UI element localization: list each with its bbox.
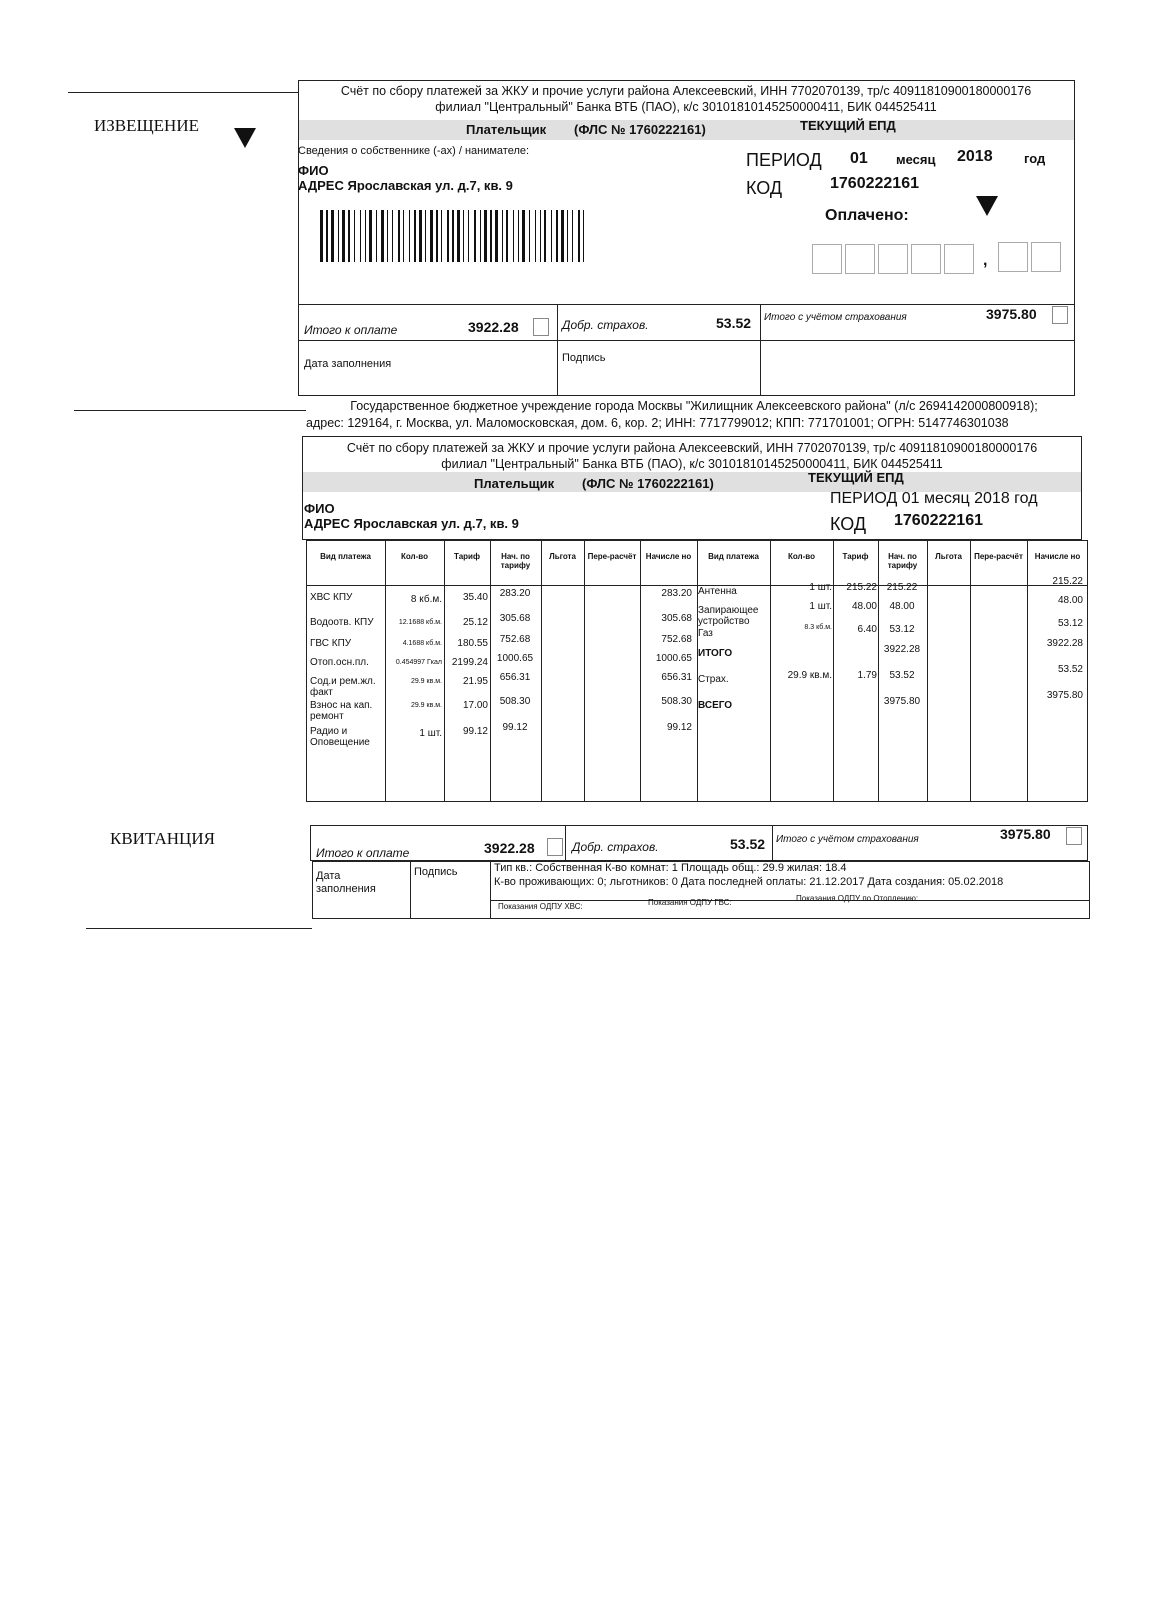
table-cell: 48.00 bbox=[889, 601, 915, 612]
code-value: 1760222161 bbox=[830, 175, 919, 192]
barcode-bar bbox=[544, 210, 546, 262]
receipt-label: КВИТАНЦИЯ bbox=[110, 829, 215, 848]
table-column-divider bbox=[640, 540, 641, 802]
table-cell: 48.00 bbox=[1057, 595, 1083, 606]
paid-digit-box[interactable] bbox=[878, 244, 908, 274]
table-cell: 17.00 bbox=[462, 700, 488, 711]
barcode-bar bbox=[326, 210, 328, 262]
with-insurance-value: 3975.80 bbox=[1000, 826, 1051, 842]
account-line1: Счёт по сбору платежей за ЖКУ и прочие услуги района Алексеевский, ИНН 7702070139, тр/с 40911810900180000176 bbox=[340, 84, 1032, 98]
barcode-bar bbox=[583, 210, 584, 262]
table-header: Вид платежа bbox=[708, 552, 759, 561]
paid-digit-box[interactable] bbox=[911, 244, 941, 274]
table-cell: 53.52 bbox=[889, 670, 915, 681]
fill-date-label: Дата заполнения bbox=[304, 358, 392, 370]
table-cell: 508.30 bbox=[499, 696, 531, 707]
barcode-bar bbox=[522, 210, 525, 262]
table-cell: 29.9 кв.м. bbox=[410, 678, 442, 685]
period-line bbox=[830, 490, 1038, 508]
barcode-bar bbox=[320, 210, 323, 262]
table-column-divider bbox=[970, 540, 971, 802]
barcode-bar bbox=[468, 210, 469, 262]
org-line1: Государственное бюджетное учреждение города Москвы "Жилищник Алексеевского района" (л/с 2694142000800918); bbox=[350, 399, 1038, 413]
barcode-bar bbox=[463, 210, 464, 262]
table-row-name: Газ bbox=[698, 628, 713, 639]
barcode-bar bbox=[430, 210, 433, 262]
table-column-divider bbox=[444, 540, 445, 802]
checkbox[interactable] bbox=[1066, 827, 1082, 845]
barcode-bar bbox=[452, 210, 454, 262]
table-cell: 12.1688 кб.м. bbox=[398, 619, 442, 626]
barcode-bar bbox=[551, 210, 552, 262]
period-year-label: год bbox=[1024, 151, 1046, 166]
paid-digit-box[interactable] bbox=[944, 244, 974, 274]
barcode-bar bbox=[535, 210, 536, 262]
table-row-name: ВСЕГО bbox=[698, 700, 733, 711]
paid-digit-box[interactable] bbox=[845, 244, 875, 274]
info-line1: Тип кв.: Собственная К-во комнат: 1 Площадь общ.: 29.9 жилая: 18.4 bbox=[494, 862, 847, 874]
barcode-bar bbox=[354, 210, 355, 262]
account-details-2 bbox=[304, 440, 1080, 472]
barcode-bar bbox=[441, 210, 442, 262]
barcode-bar bbox=[484, 210, 487, 262]
table-cell: 53.52 bbox=[1057, 664, 1083, 675]
table-cell: 53.12 bbox=[1057, 618, 1083, 629]
apartment-info bbox=[494, 861, 1003, 889]
account-details bbox=[300, 83, 1072, 115]
barcode-bar bbox=[360, 210, 361, 262]
totals-row bbox=[310, 825, 1088, 861]
table-cell: 1000.65 bbox=[496, 653, 534, 664]
barcode-bar bbox=[495, 210, 498, 262]
table-row-name: Запирающее устройство bbox=[698, 605, 759, 627]
table-row-name: Отоп.осн.пл. bbox=[310, 657, 369, 668]
barcode-bar bbox=[513, 210, 514, 262]
paid-label: Оплачено: bbox=[825, 207, 909, 224]
table-cell: 29.9 кв.м. bbox=[787, 670, 832, 681]
table-column-divider bbox=[385, 540, 386, 802]
odpu-heat: Показания ОДПУ по Отоплению: bbox=[796, 894, 919, 903]
with-insurance-label: Итого с учётом страхования bbox=[764, 312, 907, 323]
table-header: Кол-во bbox=[400, 552, 428, 561]
table-column-divider bbox=[541, 540, 542, 802]
table-cell: 3975.80 bbox=[1046, 690, 1083, 701]
table-cell: 305.68 bbox=[661, 613, 692, 624]
barcode-bar bbox=[506, 210, 508, 262]
with-insurance-label: Итого с учётом страхования bbox=[776, 834, 919, 845]
info-line2: К-во проживающих: 0; льготников: 0 Дата последней оплаты: 21.12.2017 Дата создания: 05.02.2018 bbox=[494, 876, 1004, 888]
barcode-bar bbox=[540, 210, 541, 262]
triangle-down-icon bbox=[234, 128, 256, 148]
code-label: КОД bbox=[746, 178, 783, 198]
barcode-bar bbox=[381, 210, 384, 262]
address: АДРЕС Ярославская ул. д.7, кв. 9 bbox=[304, 516, 519, 531]
barcode bbox=[320, 210, 752, 262]
table-cell: 2199.24 bbox=[451, 657, 488, 668]
barcode-bar bbox=[436, 210, 438, 262]
paid-digit-box[interactable] bbox=[998, 242, 1028, 272]
insurance-label: Добр. страхов. bbox=[572, 840, 659, 854]
table-header: Тариф bbox=[842, 552, 869, 561]
account-line2: филиал "Центральный" Банка ВТБ (ПАО), к/с 30101810145250000411, БИК 044525411 bbox=[435, 100, 937, 114]
table-cell: 283.20 bbox=[499, 588, 531, 599]
barcode-bar bbox=[365, 210, 366, 262]
barcode-bar bbox=[342, 210, 345, 262]
fill-date-label bbox=[316, 870, 376, 896]
checkbox[interactable] bbox=[1052, 306, 1068, 324]
table-column-divider bbox=[697, 540, 698, 802]
table-row-name: Радио и Оповещение bbox=[310, 726, 370, 748]
table-header: Льгота bbox=[549, 552, 576, 561]
barcode-bar bbox=[403, 210, 404, 262]
barcode-bar bbox=[419, 210, 422, 262]
barcode-bar bbox=[425, 210, 426, 262]
barcode-bar bbox=[490, 210, 492, 262]
fio-label: ФИО bbox=[304, 501, 335, 516]
insurance-value: 53.52 bbox=[730, 836, 766, 852]
table-cell: 180.55 bbox=[457, 638, 488, 649]
notice-label: ИЗВЕЩЕНИЕ bbox=[94, 116, 199, 135]
table-cell: 99.12 bbox=[666, 722, 692, 733]
fls-number: (ФЛС № 1760222161) bbox=[582, 476, 714, 491]
table-header: Льгота bbox=[935, 552, 962, 561]
table-row-name: ГВС КПУ bbox=[310, 638, 352, 649]
epd-label: ТЕКУЩИЙ ЕПД bbox=[800, 118, 896, 133]
barcode-bar bbox=[331, 210, 334, 262]
table-row-name: Антенна bbox=[698, 586, 737, 597]
table-cell: 6.40 bbox=[857, 624, 877, 635]
table-header: Нач. по тарифу bbox=[887, 552, 918, 570]
table-column-divider bbox=[584, 540, 585, 802]
triangle-down-icon bbox=[976, 196, 998, 216]
barcode-bar bbox=[414, 210, 416, 262]
account-line2: филиал "Центральный" Банка ВТБ (ПАО), к/с 30101810145250000411, БИК 044525411 bbox=[441, 457, 943, 471]
table-cell: 29.9 кв.м. bbox=[410, 702, 442, 709]
fill-date-line2: заполнения bbox=[316, 883, 376, 895]
period-month-label: месяц bbox=[896, 152, 936, 167]
table-header: Пере-расчёт bbox=[974, 552, 1023, 561]
table-cell: 215.22 bbox=[886, 582, 918, 593]
table-cell: 99.12 bbox=[462, 726, 488, 737]
code-value: 1760222161 bbox=[894, 512, 983, 529]
table-cell: 1.79 bbox=[857, 670, 877, 681]
table-row-name: Водоотв. КПУ bbox=[310, 617, 374, 628]
barcode-bar bbox=[518, 210, 519, 262]
table-cell: 8 кб.м. bbox=[410, 594, 442, 605]
barcode-bar bbox=[409, 210, 410, 262]
period-year: 2018 bbox=[957, 148, 993, 165]
barcode-bar bbox=[338, 210, 339, 262]
barcode-bar bbox=[392, 210, 393, 262]
table-cell: 3922.28 bbox=[883, 644, 921, 655]
table-cell: 215.22 bbox=[1052, 576, 1083, 587]
total-due-label: Итого к оплате bbox=[316, 846, 410, 860]
table-cell: 508.30 bbox=[661, 696, 692, 707]
total-due-label: Итого к оплате bbox=[304, 323, 398, 337]
barcode-bar bbox=[387, 210, 388, 262]
table-header: Тариф bbox=[454, 552, 480, 561]
table-row-name: ХВС КПУ bbox=[310, 592, 353, 603]
table-cell: 3922.28 bbox=[1046, 638, 1083, 649]
table-header: Кол-во bbox=[787, 552, 815, 561]
table-cell: 53.12 bbox=[889, 624, 915, 635]
table-header: Пере-расчёт bbox=[587, 552, 637, 561]
barcode-bar bbox=[398, 210, 400, 262]
barcode-bar bbox=[529, 210, 530, 262]
table-cell: 1 шт. bbox=[419, 728, 442, 739]
with-insurance-value: 3975.80 bbox=[986, 306, 1037, 322]
odpu-cold: Показания ОДПУ ХВС: bbox=[498, 902, 583, 911]
total-due-value: 3922.28 bbox=[468, 319, 519, 335]
organization-details bbox=[306, 398, 1082, 432]
table-cell: 21.95 bbox=[462, 676, 488, 687]
barcode-bar bbox=[348, 210, 350, 262]
fls-number: (ФЛС № 1760222161) bbox=[574, 122, 706, 137]
insurance-label: Добр. страхов. bbox=[562, 318, 649, 332]
org-line2: адрес: 129164, г. Москва, ул. Маломосковская, дом. 6, кор. 2; ИНН: 7717799012; КПП: 771701001; ОГРН: 5147746301038 bbox=[306, 416, 1009, 430]
table-cell: 48.00 bbox=[851, 601, 877, 612]
table-column-divider bbox=[490, 540, 491, 802]
table-cell: 99.12 bbox=[502, 722, 528, 733]
fill-date-line1: Дата bbox=[316, 870, 341, 882]
barcode-bar bbox=[561, 210, 564, 262]
barcode-bar bbox=[376, 210, 377, 262]
table-row-name: Сод.и рем.жл. факт bbox=[310, 676, 376, 698]
signature-label: Подпись bbox=[414, 866, 458, 878]
paid-digit-box[interactable] bbox=[1031, 242, 1061, 272]
table-header: Нач. по тарифу bbox=[500, 552, 531, 570]
table-cell: 752.68 bbox=[499, 634, 531, 645]
barcode-bar bbox=[480, 210, 481, 262]
epd-label: ТЕКУЩИЙ ЕПД bbox=[808, 470, 904, 485]
payer-label: Плательщик bbox=[474, 476, 555, 491]
fio-label: ФИО bbox=[298, 163, 329, 178]
table-cell: 305.68 bbox=[499, 613, 531, 624]
barcode-bar bbox=[572, 210, 573, 262]
checkbox[interactable] bbox=[547, 838, 563, 856]
table-cell: 8.3 кб.м. bbox=[804, 624, 832, 631]
barcode-bar bbox=[447, 210, 449, 262]
table-cell: 1 шт. bbox=[809, 582, 832, 593]
barcode-bar bbox=[567, 210, 568, 262]
paid-digit-box[interactable] bbox=[812, 244, 842, 274]
table-cell: 215.22 bbox=[846, 582, 877, 593]
barcode-bar bbox=[578, 210, 580, 262]
table-header: Вид платежа bbox=[320, 552, 371, 561]
table-header: Начисле но bbox=[1034, 552, 1081, 561]
table-header: Начисле но bbox=[645, 552, 692, 561]
table-cell: 25.12 bbox=[462, 617, 488, 628]
table-cell: 283.20 bbox=[661, 588, 692, 599]
odpu-hot: Показания ОДПУ ГВС: bbox=[648, 898, 732, 907]
table-cell: 656.31 bbox=[661, 672, 692, 683]
owner-info-label: Сведения о собственнике (-ах) / нанимателе: bbox=[298, 145, 530, 157]
table-cell: 0.454997 Гкал bbox=[395, 659, 442, 666]
period-label: ПЕРИОД bbox=[746, 150, 822, 170]
payer-label: Плательщик bbox=[466, 122, 547, 137]
table-column-divider bbox=[927, 540, 928, 802]
account-line1: Счёт по сбору платежей за ЖКУ и прочие услуги района Алексеевский, ИНН 7702070139, тр/с 40911810900180000176 bbox=[346, 441, 1038, 455]
table-row-name: ИТОГО bbox=[698, 648, 733, 659]
address: АДРЕС Ярославская ул. д.7, кв. 9 bbox=[298, 178, 513, 193]
barcode-bar bbox=[556, 210, 558, 262]
barcode-bar bbox=[457, 210, 460, 262]
insurance-value: 53.52 bbox=[716, 315, 752, 331]
table-cell: 1000.65 bbox=[655, 653, 692, 664]
table-row-name: Взнос на кап. ремонт bbox=[310, 700, 373, 722]
checkbox[interactable] bbox=[533, 318, 549, 336]
table-cell: 656.31 bbox=[499, 672, 531, 683]
period-month: 01 bbox=[850, 150, 868, 167]
table-cell: 752.68 bbox=[661, 634, 692, 645]
table-row-name: Страх. bbox=[698, 674, 729, 685]
barcode-bar bbox=[474, 210, 476, 262]
barcode-bar bbox=[502, 210, 503, 262]
paid-comma: , bbox=[983, 252, 988, 269]
barcode-bar bbox=[369, 210, 372, 262]
total-due-value: 3922.28 bbox=[484, 840, 535, 856]
code-label: КОД bbox=[830, 514, 867, 534]
table-cell: 4.1688 кб.м. bbox=[402, 640, 442, 647]
table-cell: 3975.80 bbox=[883, 696, 921, 707]
signature-label: Подпись bbox=[562, 352, 606, 364]
table-cell: 35.40 bbox=[462, 592, 488, 603]
table-cell: 1 шт. bbox=[809, 601, 832, 612]
period-text: ПЕРИОД 01 месяц 2018 год bbox=[830, 490, 1038, 507]
